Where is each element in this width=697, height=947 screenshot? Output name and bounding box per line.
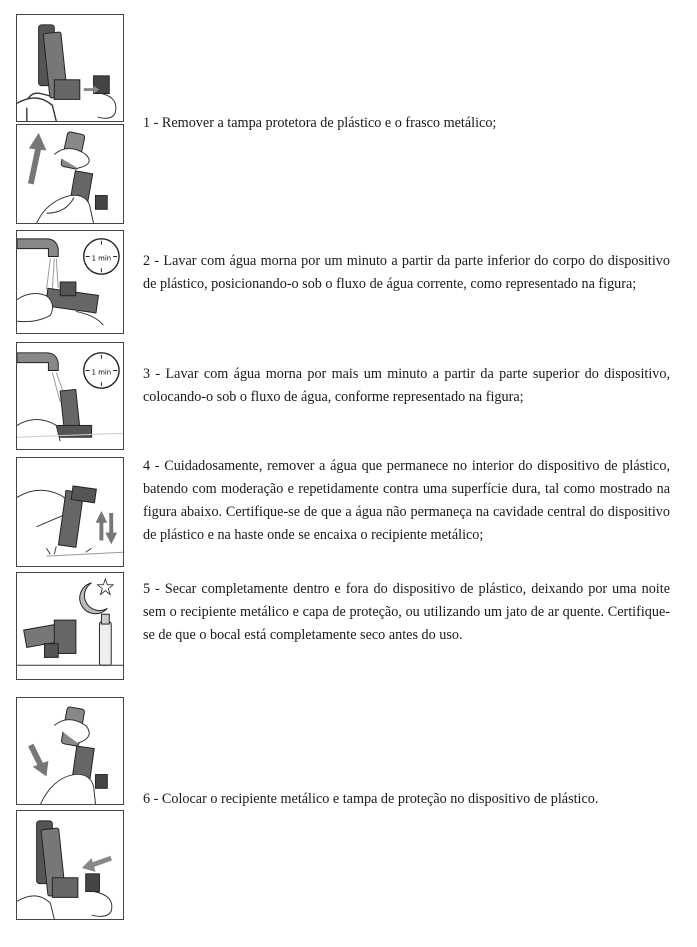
wash-bottom-illustration bbox=[16, 230, 124, 334]
tap-dry-illustration bbox=[16, 457, 124, 567]
tap-dry-icon bbox=[17, 458, 123, 566]
step-3-text: 3 - Lavar com água morna por mais um minuto a partir da parte superior do dispositivo, colocando-o sob o fluxo de água, conforme representado na figura; bbox=[143, 366, 670, 405]
step-6-text: 6 - Colocar o recipiente metálico e tampa de proteção no dispositivo de plástico. bbox=[143, 791, 599, 807]
clock-label: 1 min bbox=[91, 254, 112, 263]
wash-top-illustration bbox=[16, 342, 124, 450]
step-5-text: 5 - Secar completamente dentro e fora do dispositivo de plástico, deixando por uma noite sem o recipiente metálico e capa de proteção, ou utilizando um jato de ar quente. Certifique-se de que o bocal está completamente seco antes do uso. bbox=[143, 581, 670, 643]
inhaler-cap-removal-icon bbox=[17, 15, 123, 121]
night-dry-icon bbox=[17, 573, 123, 679]
step-1-text: 1 - Remover a tampa protetora de plástico e o frasco metálico; bbox=[143, 115, 497, 131]
cap-replace-illustration bbox=[16, 810, 124, 920]
canister-removal-illustration bbox=[16, 124, 124, 224]
tap-wash-top-icon bbox=[17, 343, 123, 449]
cap-replace-icon bbox=[17, 811, 123, 919]
canister-insert-icon bbox=[17, 698, 123, 804]
canister-removal-icon bbox=[17, 125, 123, 223]
night-dry-illustration bbox=[16, 572, 124, 680]
cap-removal-illustration bbox=[16, 14, 124, 122]
tap-wash-bottom-icon bbox=[17, 231, 123, 333]
canister-insert-illustration bbox=[16, 697, 124, 805]
step-4-text: 4 - Cuidadosamente, remover a água que permanece no interior do dispositivo de plástico, batendo com moderação e repetidamente contra uma superfície dura, tal como mostrado na figura abaixo. Certifique-se de que a água não permaneça na cavidade central do dispositivo de plástico e na haste onde se encaixa o recipiente metálico; bbox=[143, 458, 670, 543]
clock-label: 1 min bbox=[91, 368, 112, 377]
step-2-text: 2 - Lavar com água morna por um minuto a partir da parte inferior do corpo do dispositivo de plástico, posicionando-o sob o fluxo de água corrente, como representado na figura; bbox=[143, 253, 670, 292]
